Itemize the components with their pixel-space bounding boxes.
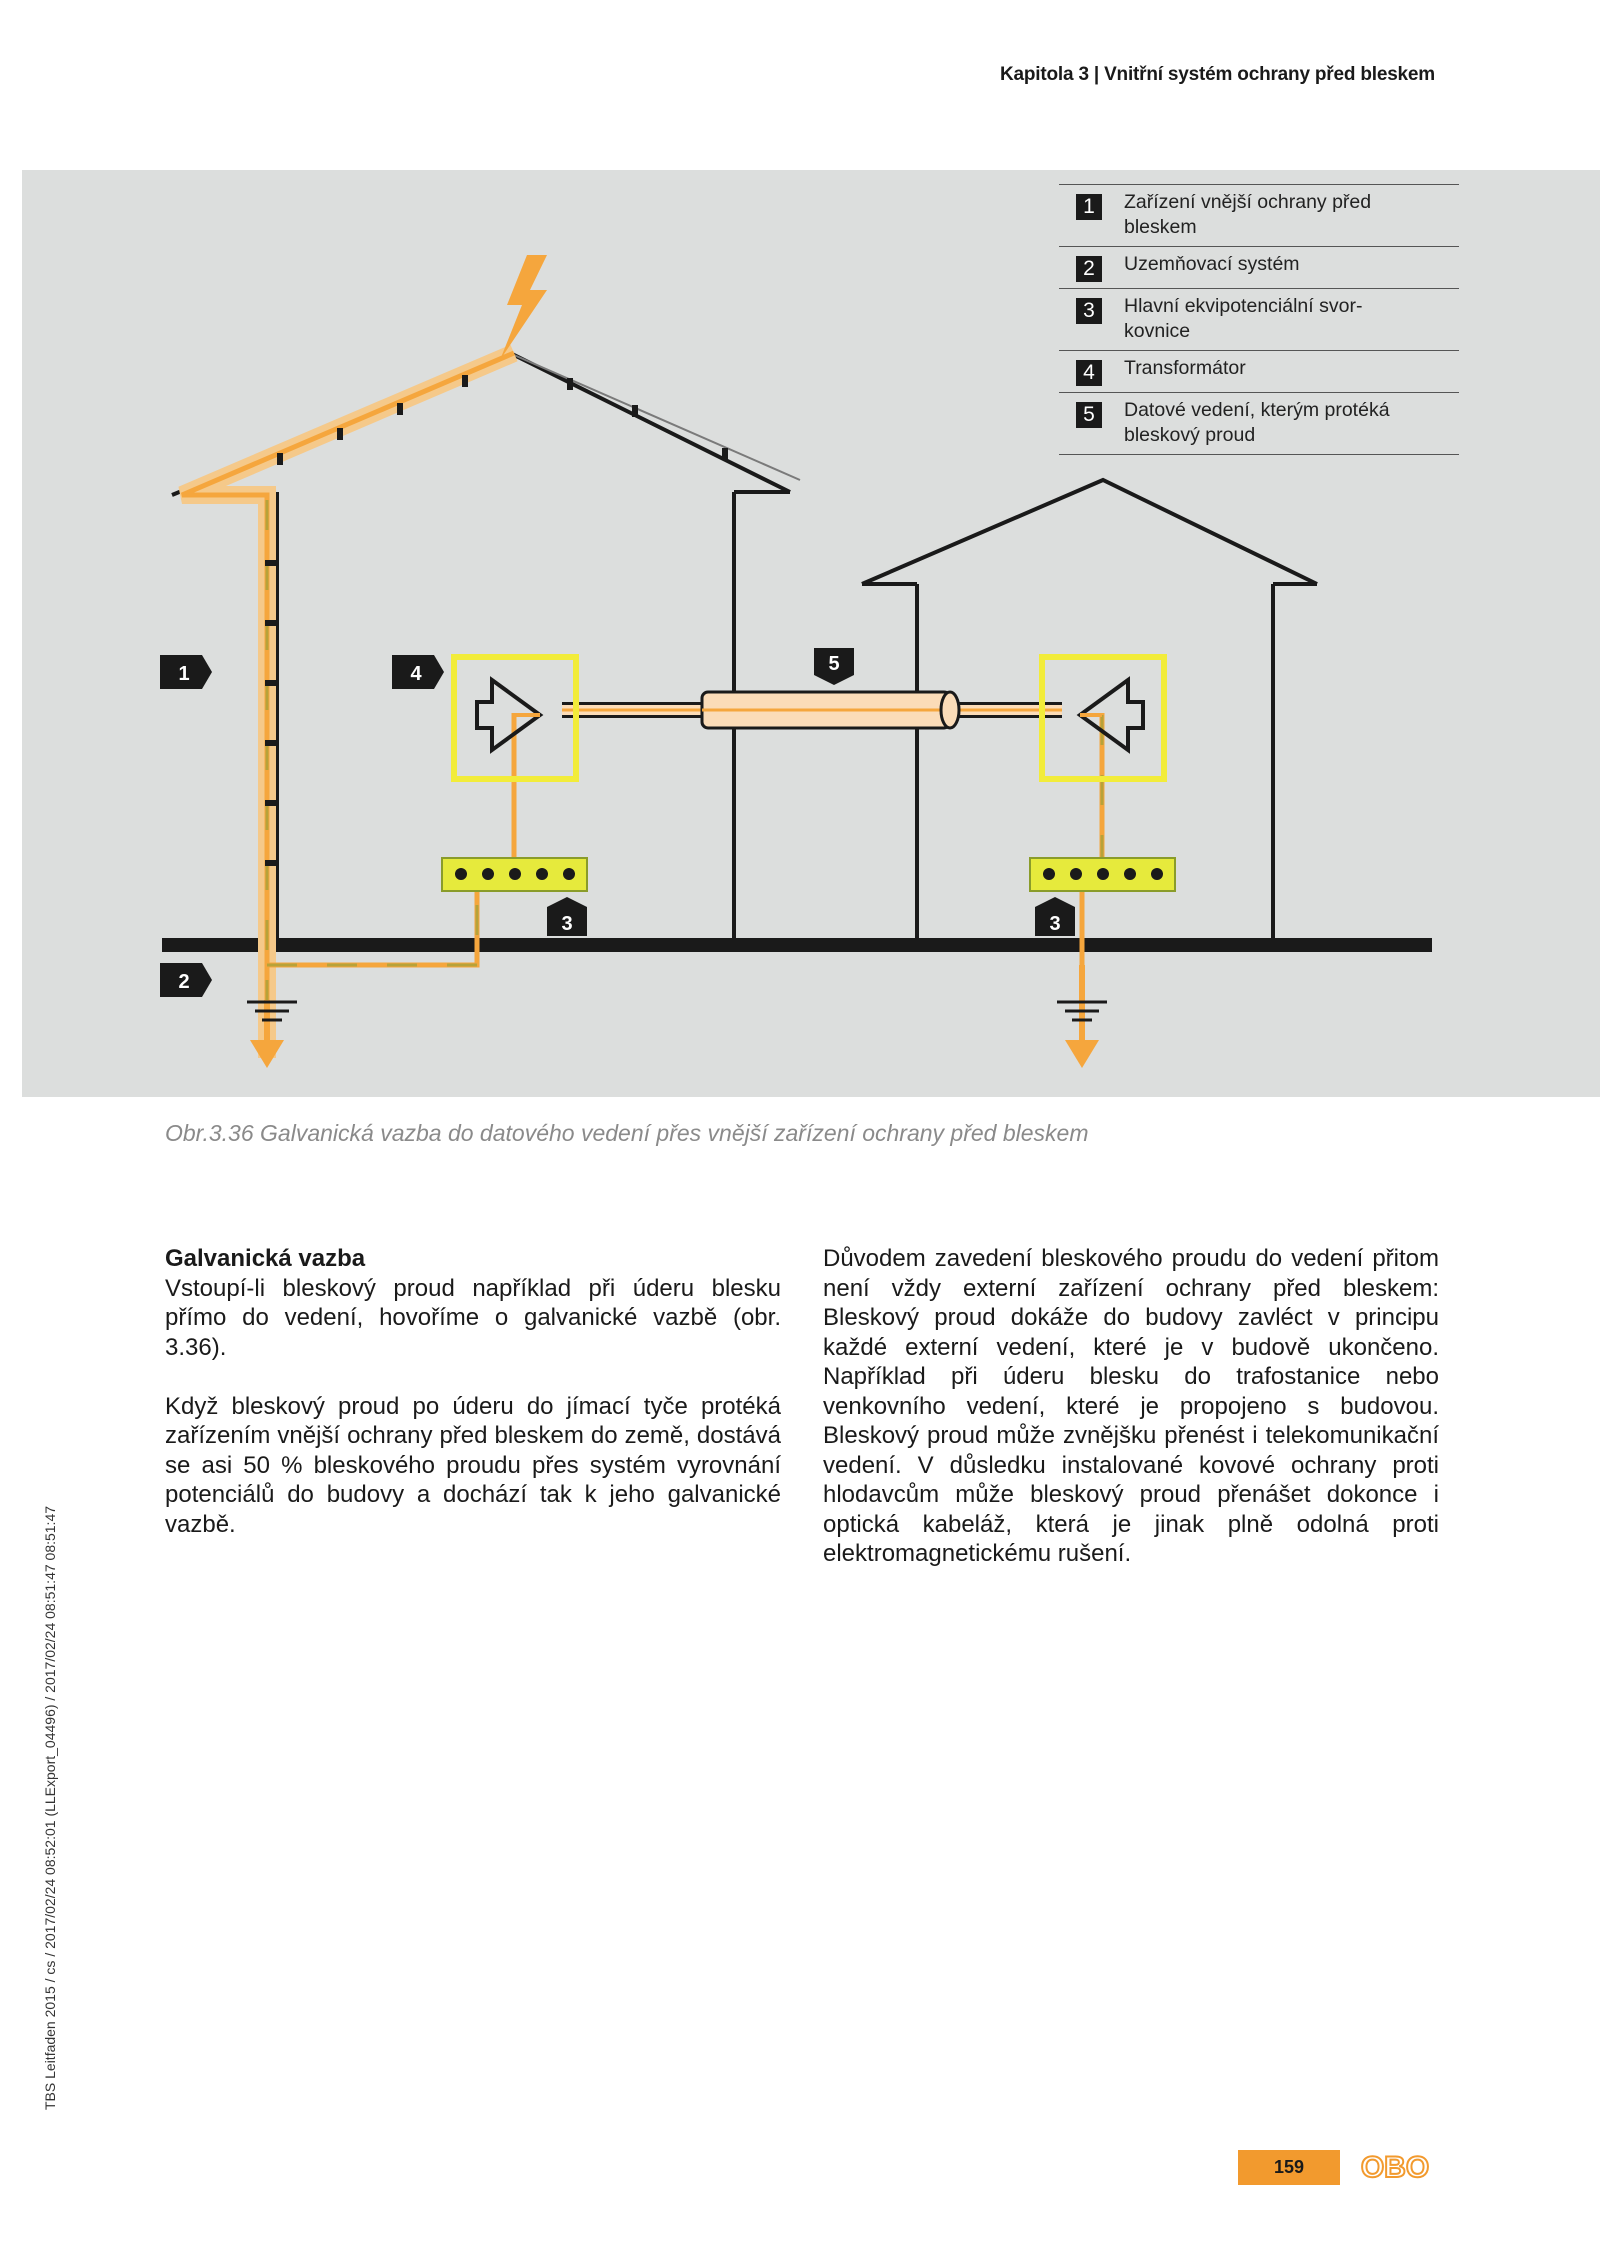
ground-line <box>162 938 1432 952</box>
legend-text: Datové vedení, kterým protéká bleskový proud <box>1124 399 1390 446</box>
left-busbar <box>442 858 587 891</box>
marker-3-left <box>547 897 587 936</box>
legend-number: 4 <box>1076 360 1102 386</box>
obo-logo-icon <box>1355 2150 1435 2184</box>
right-column <box>823 1244 1439 1598</box>
svg-text:2: 2 <box>178 971 190 993</box>
obo-logo <box>1355 2150 1435 2189</box>
data-cable <box>562 692 1062 728</box>
legend-number: 5 <box>1076 402 1102 428</box>
lightning-bolt-icon <box>500 255 547 360</box>
legend-number: 3 <box>1076 298 1102 324</box>
marker-2 <box>160 963 212 997</box>
svg-text:1: 1 <box>178 663 190 685</box>
svg-text:3: 3 <box>561 913 573 935</box>
svg-text:3: 3 <box>1049 913 1061 935</box>
legend-item <box>1059 246 1459 288</box>
legend-text: Transformátor <box>1124 357 1246 379</box>
paragraph: Když bleskový proud po úderu do jímací tyče protéká zařízením vnější ochrany před bleskem do země, dostává se asi 50 % bleskového proudu přes systém vyrovnání potenciálů do budovy a dochází tak k jeho galvanické vazbě. <box>165 1392 781 1538</box>
legend-item <box>1059 392 1459 455</box>
legend-text: Uzemňovací systém <box>1124 253 1300 275</box>
svg-text:OBO: OBO <box>1360 2151 1430 2184</box>
marker-4 <box>392 655 444 689</box>
section-heading: Galvanická vazba <box>165 1245 366 1272</box>
svg-text:4: 4 <box>410 663 422 685</box>
paragraph: Vstoupí-li bleskový proud například při úderu blesku přímo do vedení, hovoříme o galvanické vazbě (obr. 3.36). <box>165 1274 781 1361</box>
print-metadata: TBS Leitfaden 2015 / cs / 2017/02/24 08:52:01 (LLExport_04496) / 2017/02/24 08:51:47 08:51:47 <box>42 1505 58 2110</box>
legend-number: 2 <box>1076 256 1102 282</box>
left-column <box>165 1244 781 1569</box>
chapter-header: Kapitola 3 | Vnitřní systém ochrany před bleskem <box>1000 64 1435 85</box>
legend-number: 1 <box>1076 194 1102 220</box>
legend-text: Hlavní ekvipotenciální svor-kovnice <box>1124 295 1363 342</box>
figure-caption: Obr.3.36 Galvanická vazba do datového vedení přes vnější zařízení ochrany před bleskem <box>165 1120 1089 1146</box>
legend-item <box>1059 350 1459 392</box>
figure-legend <box>1059 184 1459 455</box>
marker-5 <box>814 648 854 685</box>
legend-item <box>1059 288 1459 350</box>
paragraph: Důvodem zavedení bleskového proudu do vedení přitom není vždy externí zařízení ochrany před bleskem: Bleskový proud dokáže do budovy zavléct v principu každé externí vedení, které je v budově ukončeno. Například při úderu blesku do trafostanice nebo venkovního vedení, které je propojeno s budovou. Bleskový proud může zvnějšku přenést i telekomunikační vedení. V důsledku instalované kovové ochrany proti hlodavcům může bleskový proud přenášet dokonce i optická kabeláž, která je jinak plně odolná proti elektromagnetickému rušení. <box>823 1245 1439 1567</box>
marker-1 <box>160 655 212 689</box>
right-busbar <box>1030 858 1175 891</box>
page-number: 159 <box>1238 2150 1340 2185</box>
marker-3-right <box>1035 897 1075 936</box>
legend-item <box>1059 184 1459 246</box>
legend-text: Zařízení vnější ochrany před bleskem <box>1124 191 1372 238</box>
svg-text:5: 5 <box>828 653 840 675</box>
